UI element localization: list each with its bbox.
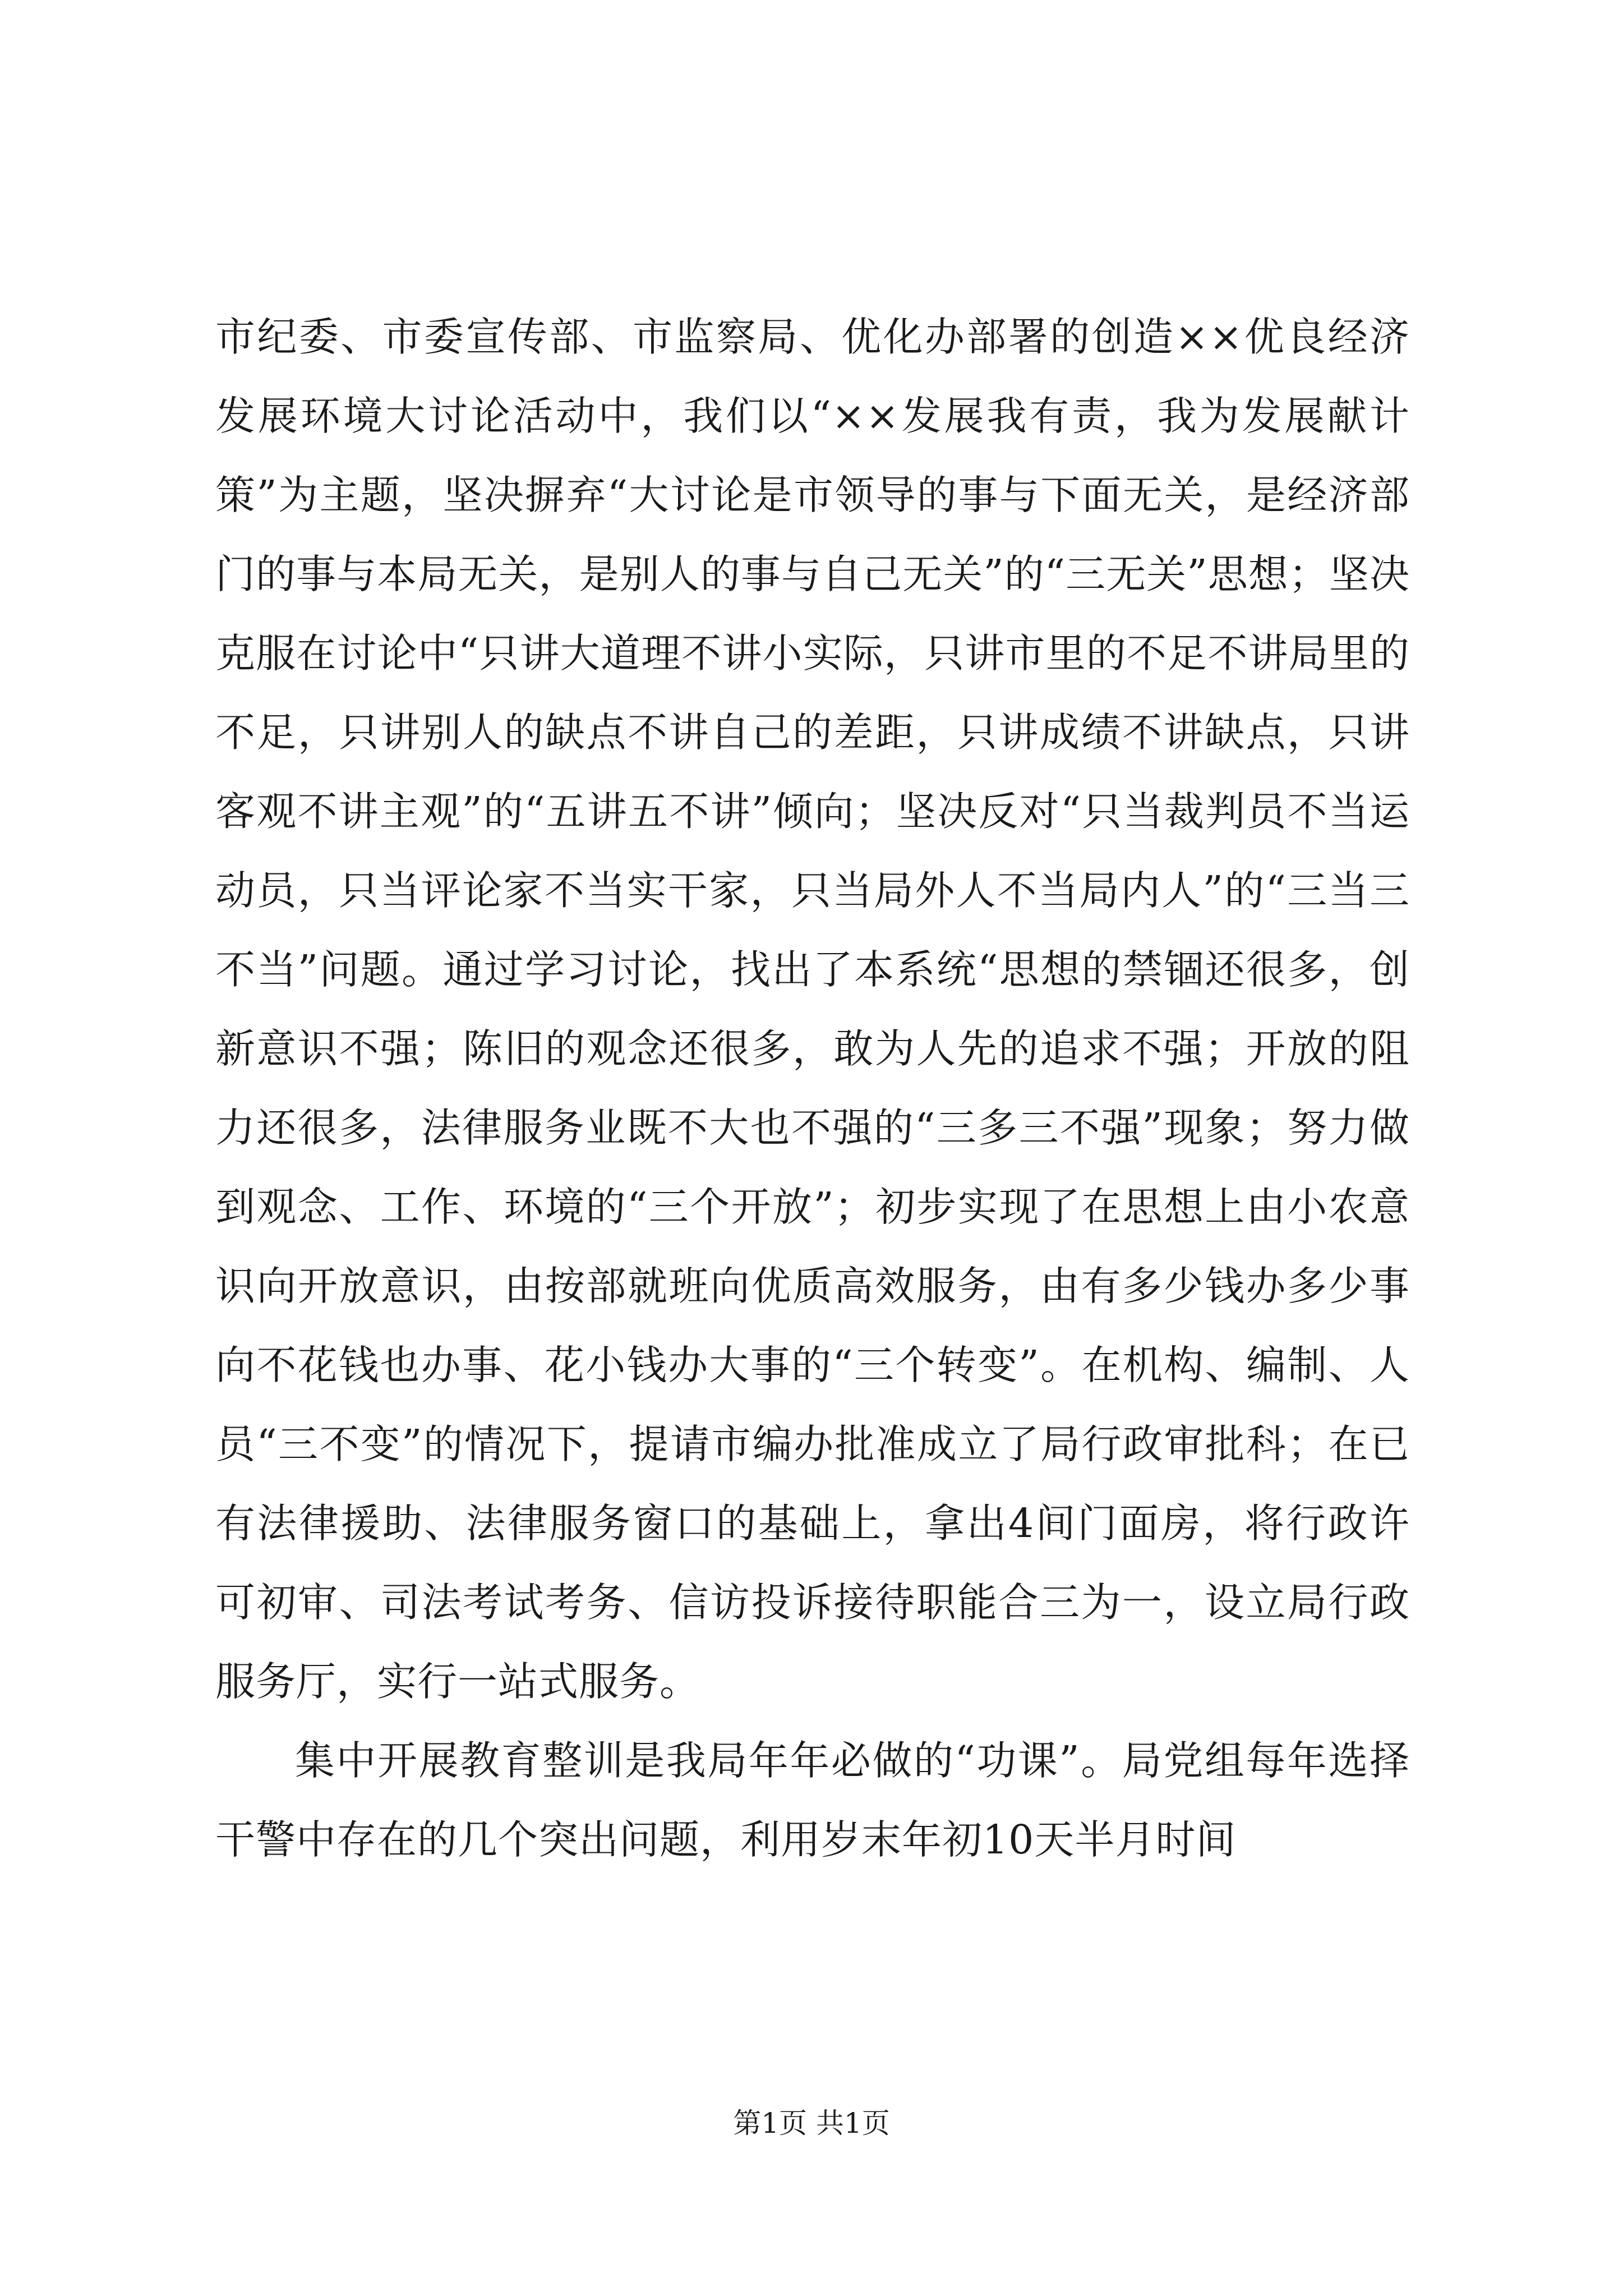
paragraph-2: 集中开展教育整训是我局年年必做的“功课”。局党组每年选择干警中存在的几个突出问题，利用岁末年初10天半月时间 bbox=[215, 1737, 1410, 1863]
paragraph-1: 市纪委、市委宣传部、市监察局、优化办部署的创造××优良经济发展环境大讨论活动中，我们以“××发展我有责，我为发展献计策”为主题，坚决摒弃“大讨论是市领导的事与下面无关，是经济部门的事与本局无关，是别人的事与自己无关”的“三无关”思想；坚决克服在讨论中“只讲大道理不讲小实际，只讲市里的不足不讲局里的不足，只讲别人的缺点不讲自己的差距，只讲成绩不讲缺点，只讲客观不讲主观”的“五讲五不讲”倾向；坚决反对“只当裁判员不当运动员，只当评论家不当实干家，只当局外人不当局内人”的“三当三不当”问题。通过学习讨论，找出了本系统“思想的禁锢还很多，创新意识不强；陈旧的观念还很多，敢为人先的追求不强；开放的阻力还很多，法律服务业既不大也不强的“三多三不强”现象；努力做到观念、工作、环境的“三个开放”；初步实现了在思想上由小农意识向开放意识，由按部就班向优质高效服务，由有多少钱办多少事向不花钱也办事、花小钱办大事的“三个转变”。在机构、编制、人员“三不变”的情况下，提请市编办批准成立了局行政审批科；在已有法律援助、法律服务窗口的基础上，拿出4间门面房，将行政许可初审、司法考试考务、信访投诉接待职能合三为一，设立局行政服务厅，实行一站式服务。 bbox=[215, 314, 1410, 1705]
page-footer: 第1页 共1页 bbox=[733, 2107, 890, 2139]
document-body bbox=[215, 297, 1410, 1879]
